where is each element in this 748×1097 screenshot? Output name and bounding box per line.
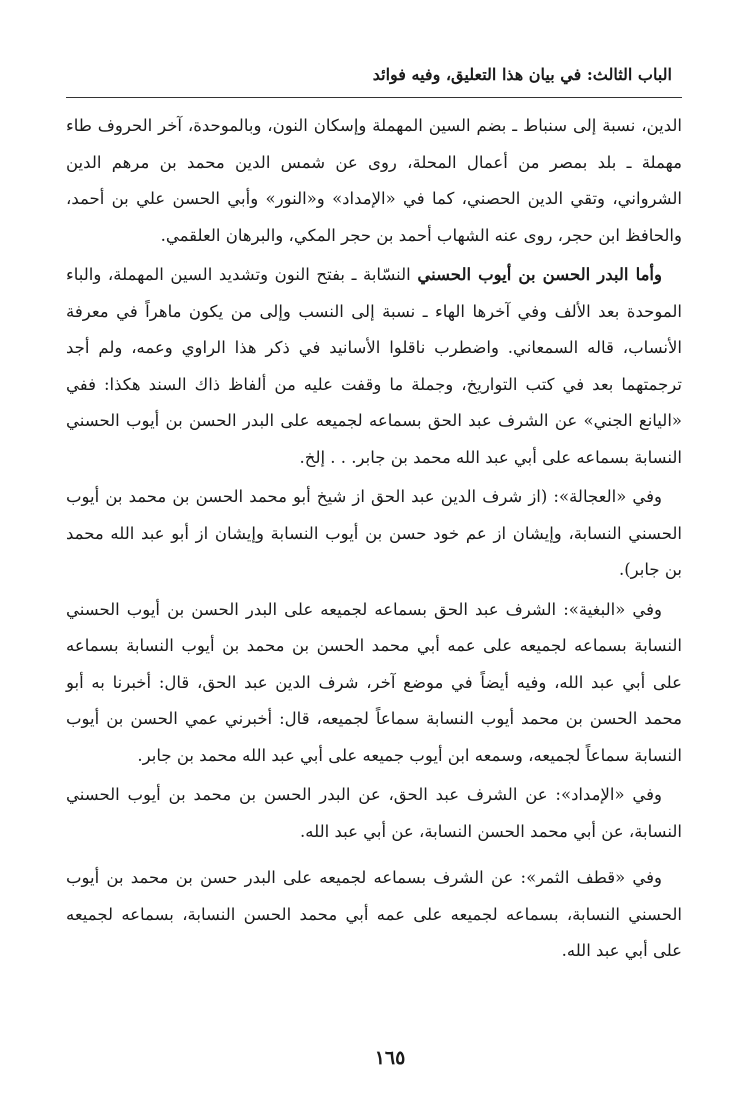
- running-header: الباب الثالث: في بيان هذا التعليق، وفيه فوائد: [372, 65, 672, 84]
- paragraph-imdad: وفي «الإمداد»: عن الشرف عبد الحق، عن البدر الحسن بن محمد بن أيوب الحسني النسابة، عن أبي محمد الحسن النسابة، عن أبي عبد الله.: [66, 785, 682, 841]
- paragraph-qatf-thamar: وفي «قطف الثمر»: عن الشرف بسماعه لجميعه على البدر حسن بن محمد بن أيوب الحسني النسابة، بسماعه لجميعه على عمه أبي محمد الحسن النسابة، بسماعه لجميعه على أبي عبد الله.: [66, 868, 682, 960]
- page-body: [66, 108, 682, 973]
- header-divider: [66, 97, 682, 98]
- paragraph-ujala: وفي «العجالة»: (از شرف الدين عبد الحق از شيخ أبو محمد الحسن بن محمد بن أيوب الحسني النسابة، وإيشان از عم خود حسن بن أيوب النسابة وإيشان از أبو عبد الله محمد بن جابر).: [66, 487, 682, 579]
- paragraph-bughya: وفي «البغية»: الشرف عبد الحق بسماعه لجميعه على البدر الحسن بن أيوب الحسني النسابة بسماعه لجميعه على عمه أبي محمد الحسن بن محمد بن أيوب النسابة بسماعه على أبي عبد الله، وفيه أيضاً في موضع آخر، شرف الدين عبد الحق، قال: أخبرنا به أبو محمد الحسن بن محمد أيوب النسابة سماعاً لجميعه، قال: أخبرني عمي الحسن بن أيوب النسابة سماعاً لجميعه، وسمعه ابن أيوب جميعه على أبي عبد الله محمد بن جابر.: [66, 599, 682, 765]
- paragraph-sunbati: الدين، نسبة إلى سنباط ـ بضم السين المهملة وإسكان النون، وبالموحدة، آخر الحروف طاء مهملة ـ بلد بمصر من أعمال المحلة، روى عن شمس الدين محمد بن مرهم الدين الشرواني، وتقي الدين الحصني، كما في «الإمداد» و«النور» وأبي الحسن علي بن أحمد، والحافظ ابن حجر، روى عنه الشهاب أحمد بن حجر المكي، والبرهان العلقمي.: [66, 116, 682, 245]
- paragraph-body: النسّابة ـ بفتح النون وتشديد السين المهملة، والباء الموحدة بعد الألف وفي آخرها الهاء ـ نسبة إلى النسب وإلى من يكون ماهراً في معرفة الأنساب، قاله السمعاني. واضطرب ناقلوا الأسانيد في ذكر هذا الراوي وعمه، ولم أجد ترجمتهما بعد في كتب التواريخ، وجملة ما وقفت عليه من ألفاظ ذاك السند هكذا: ففي «اليانع الجني» عن الشرف عبد الحق بسماعه لجميعه على البدر الحسن بن أيوب الحسني النسابة بسماعه على أبي عبد الله محمد بن جابر. . . إلخ.: [66, 265, 682, 467]
- paragraph-badr-hasan: [66, 257, 682, 476]
- page-number: ١٦٥: [374, 1047, 406, 1069]
- paragraph-lead-heading: وأما البدر الحسن بن أيوب الحسني: [417, 265, 662, 284]
